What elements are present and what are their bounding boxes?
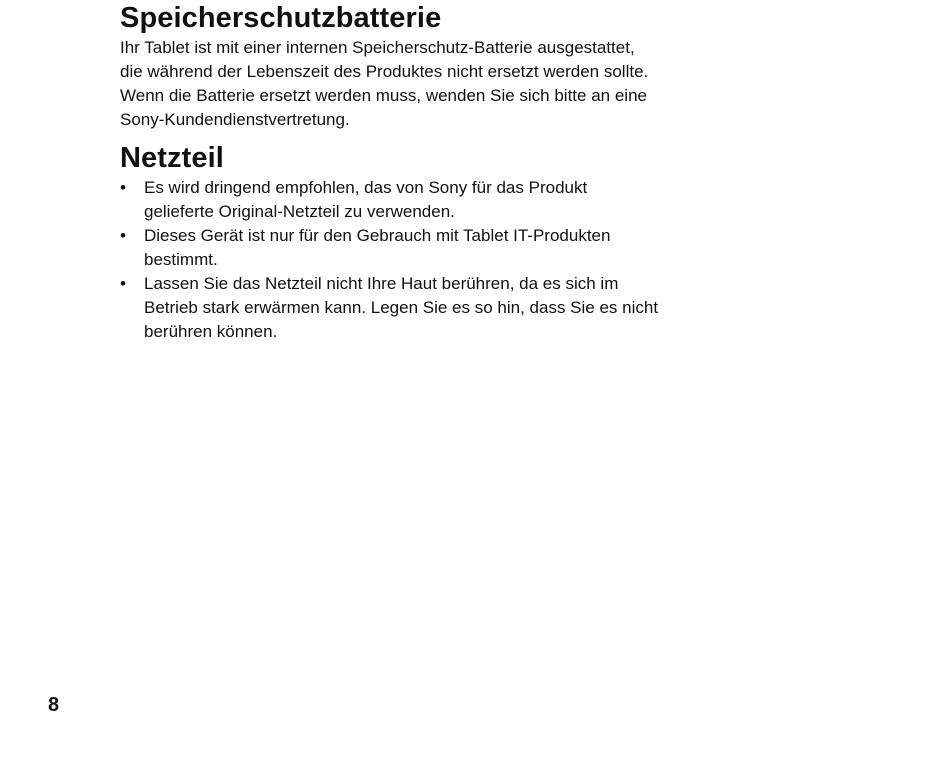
paragraph-line: die während der Lebenszeit des Produktes nicht ersetzt werden sollte. xyxy=(120,62,649,81)
bullet-icon: • xyxy=(120,226,126,245)
list-item-line: Dieses Gerät ist nur für den Gebrauch mit Tablet IT-Produkten xyxy=(144,226,611,245)
heading-speicherschutzbatterie: Speicherschutzbatterie xyxy=(120,2,442,34)
paragraph-line: Ihr Tablet ist mit einer internen Speicherschutz-Batterie ausgestattet, xyxy=(120,38,635,57)
list-item-line: Es wird dringend empfohlen, das von Sony für das Produkt xyxy=(144,178,588,197)
list-item-line: bestimmt. xyxy=(144,250,218,269)
bullet-list-netzteil xyxy=(120,176,680,344)
list-item-line: Betrieb stark erwärmen kann. Legen Sie es so hin, dass Sie es nicht xyxy=(144,298,659,317)
paragraph-line: Sony-Kundendienstvertretung. xyxy=(120,110,350,129)
paragraph-speicherschutzbatterie xyxy=(120,36,680,132)
page-content xyxy=(120,0,680,344)
list-item-line: gelieferte Original-Netzteil zu verwenden. xyxy=(144,202,455,221)
list-item-line: berühren können. xyxy=(144,322,278,341)
bullet-icon: • xyxy=(120,274,126,293)
bullet-icon: • xyxy=(120,178,126,197)
list-item-line: Lassen Sie das Netzteil nicht Ihre Haut berühren, da es sich im xyxy=(144,274,619,293)
list-item xyxy=(120,224,680,272)
list-item xyxy=(120,272,680,344)
page-number: 8 xyxy=(48,694,60,716)
list-item xyxy=(120,176,680,224)
heading-netzteil: Netzteil xyxy=(120,142,224,174)
paragraph-line: Wenn die Batterie ersetzt werden muss, wenden Sie sich bitte an eine xyxy=(120,86,647,105)
